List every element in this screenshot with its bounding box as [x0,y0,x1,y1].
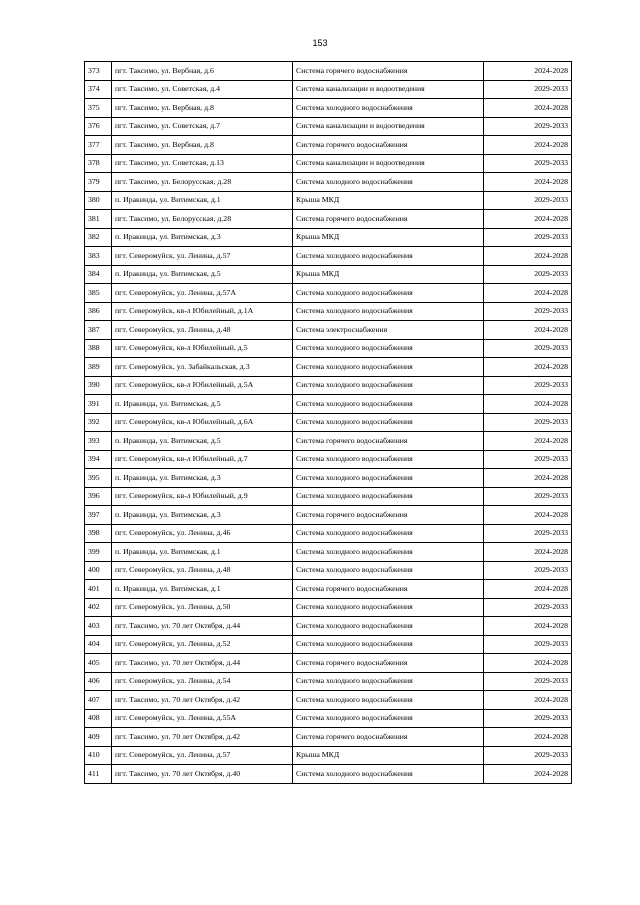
table-row [85,117,572,136]
row-number: 410 [85,746,112,765]
table-row [85,339,572,358]
address-cell: пгт. Северомуйск, ул. Ленина, д.55А [112,709,293,728]
period-cell: 2029-2033 [484,339,572,358]
address-cell: пгт. Северомуйск, ул. Ленина, д.48 [112,321,293,340]
address-cell: пгт. Северомуйск, кв-л Юбилейный, д.9 [112,487,293,506]
system-cell: Система холодного водоснабжения [293,672,484,691]
table-row [85,617,572,636]
address-cell: пгт. Таксимо, ул. Вербная, д.6 [112,62,293,81]
address-cell: пгт. Северомуйск, ул. Ленина, д.57 [112,247,293,266]
system-cell: Система канализации и водоотведения [293,154,484,173]
system-cell: Система горячего водоснабжения [293,432,484,451]
address-cell: п. Иракинда, ул. Витимская, д.5 [112,265,293,284]
row-number: 411 [85,765,112,784]
system-cell: Система холодного водоснабжения [293,376,484,395]
table-row [85,136,572,155]
system-cell: Система холодного водоснабжения [293,302,484,321]
address-cell: пгт. Северомуйск, ул. Ленина, д.50 [112,598,293,617]
row-number: 390 [85,376,112,395]
address-cell: пгт. Таксимо, ул. 70 лет Октября, д.42 [112,691,293,710]
address-cell: пгт. Северомуйск, ул. Ленина, д.57А [112,284,293,303]
system-cell: Система холодного водоснабжения [293,543,484,562]
period-cell: 2024-2028 [484,691,572,710]
row-number: 385 [85,284,112,303]
period-cell: 2024-2028 [484,321,572,340]
row-number: 406 [85,672,112,691]
table-row [85,321,572,340]
row-number: 395 [85,469,112,488]
period-cell: 2029-2033 [484,80,572,99]
period-cell: 2024-2028 [484,728,572,747]
row-number: 396 [85,487,112,506]
address-cell: пгт. Северомуйск, кв-л Юбилейный, д.7 [112,450,293,469]
period-cell: 2024-2028 [484,432,572,451]
system-cell: Система холодного водоснабжения [293,691,484,710]
table-row [85,561,572,580]
period-cell: 2029-2033 [484,561,572,580]
row-number: 391 [85,395,112,414]
system-cell: Система холодного водоснабжения [293,173,484,192]
system-cell: Система холодного водоснабжения [293,469,484,488]
system-cell: Система горячего водоснабжения [293,728,484,747]
period-cell: 2029-2033 [484,265,572,284]
table-row [85,228,572,247]
address-cell: пгт. Таксимо, ул. Белорусская, д.28 [112,210,293,229]
period-cell: 2029-2033 [484,524,572,543]
table-row [85,247,572,266]
table-row [85,765,572,784]
table-row [85,709,572,728]
period-cell: 2029-2033 [484,413,572,432]
row-number: 402 [85,598,112,617]
row-number: 407 [85,691,112,710]
table-row [85,432,572,451]
address-cell: пгт. Таксимо, ул. 70 лет Октября, д.40 [112,765,293,784]
system-cell: Система холодного водоснабжения [293,524,484,543]
address-cell: пгт. Северомуйск, ул. Забайкальская, д.3 [112,358,293,377]
address-cell: пгт. Таксимо, ул. 70 лет Октября, д.44 [112,617,293,636]
address-cell: п. Иракинда, ул. Витимская, д.5 [112,432,293,451]
row-number: 394 [85,450,112,469]
address-cell: пгт. Северомуйск, кв-л Юбилейный, д.5А [112,376,293,395]
table-row [85,62,572,81]
row-number: 392 [85,413,112,432]
row-number: 399 [85,543,112,562]
system-cell: Система холодного водоснабжения [293,765,484,784]
address-cell: пгт. Северомуйск, ул. Ленина, д.52 [112,635,293,654]
table-row [85,487,572,506]
period-cell: 2029-2033 [484,228,572,247]
row-number: 375 [85,99,112,118]
system-cell: Система холодного водоснабжения [293,635,484,654]
period-cell: 2029-2033 [484,191,572,210]
period-cell: 2029-2033 [484,598,572,617]
address-cell: п. Иракинда, ул. Витимская, д.3 [112,506,293,525]
address-cell: пгт. Таксимо, ул. Советская, д.7 [112,117,293,136]
table-row [85,358,572,377]
period-cell: 2029-2033 [484,746,572,765]
row-number: 408 [85,709,112,728]
table-row [85,191,572,210]
table-row [85,302,572,321]
row-number: 401 [85,580,112,599]
system-cell: Крыша МКД [293,191,484,210]
period-cell: 2029-2033 [484,635,572,654]
table-row [85,728,572,747]
table-row [85,598,572,617]
period-cell: 2029-2033 [484,154,572,173]
period-cell: 2024-2028 [484,358,572,377]
system-cell: Система холодного водоснабжения [293,358,484,377]
address-cell: п. Иракинда, ул. Витимская, д.3 [112,228,293,247]
system-cell: Система горячего водоснабжения [293,210,484,229]
row-number: 373 [85,62,112,81]
period-cell: 2029-2033 [484,672,572,691]
system-cell: Система холодного водоснабжения [293,413,484,432]
period-cell: 2029-2033 [484,302,572,321]
period-cell: 2024-2028 [484,617,572,636]
address-cell: пгт. Северомуйск, ул. Ленина, д.54 [112,672,293,691]
table-row [85,524,572,543]
table-row [85,506,572,525]
row-number: 409 [85,728,112,747]
address-cell: пгт. Таксимо, ул. Белорусская, д.28 [112,173,293,192]
row-number: 383 [85,247,112,266]
period-cell: 2024-2028 [484,469,572,488]
table-row [85,543,572,562]
system-cell: Система холодного водоснабжения [293,284,484,303]
system-cell: Система холодного водоснабжения [293,598,484,617]
row-number: 388 [85,339,112,358]
row-number: 379 [85,173,112,192]
address-cell: пгт. Таксимо, ул. Вербная, д.8 [112,99,293,118]
period-cell: 2024-2028 [484,173,572,192]
period-cell: 2024-2028 [484,247,572,266]
period-cell: 2024-2028 [484,62,572,81]
table-row [85,413,572,432]
table-row [85,173,572,192]
period-cell: 2024-2028 [484,395,572,414]
system-cell: Система холодного водоснабжения [293,487,484,506]
period-cell: 2024-2028 [484,136,572,155]
system-cell: Система холодного водоснабжения [293,247,484,266]
period-cell: 2024-2028 [484,284,572,303]
address-cell: пгт. Таксимо, ул. 70 лет Октября, д.44 [112,654,293,673]
system-cell: Система холодного водоснабжения [293,450,484,469]
repair-schedule-table [84,61,572,784]
period-cell: 2029-2033 [484,117,572,136]
row-number: 374 [85,80,112,99]
row-number: 376 [85,117,112,136]
table-row [85,265,572,284]
period-cell: 2024-2028 [484,654,572,673]
period-cell: 2024-2028 [484,580,572,599]
row-number: 384 [85,265,112,284]
row-number: 380 [85,191,112,210]
system-cell: Система горячего водоснабжения [293,62,484,81]
system-cell: Система холодного водоснабжения [293,99,484,118]
system-cell: Система электроснабжения [293,321,484,340]
row-number: 386 [85,302,112,321]
system-cell: Крыша МКД [293,265,484,284]
row-number: 381 [85,210,112,229]
row-number: 389 [85,358,112,377]
address-cell: пгт. Таксимо, ул. Советская, д.13 [112,154,293,173]
period-cell: 2024-2028 [484,99,572,118]
period-cell: 2024-2028 [484,543,572,562]
address-cell: п. Иракинда, ул. Витимская, д.1 [112,580,293,599]
address-cell: пгт. Северомуйск, ул. Ленина, д.48 [112,561,293,580]
period-cell: 2029-2033 [484,450,572,469]
address-cell: п. Иракинда, ул. Витимская, д.3 [112,469,293,488]
table-body [85,62,572,784]
address-cell: пгт. Северомуйск, кв-л Юбилейный, д.5 [112,339,293,358]
system-cell: Система горячего водоснабжения [293,654,484,673]
system-cell: Система холодного водоснабжения [293,339,484,358]
address-cell: пгт. Таксимо, ул. Советская, д.4 [112,80,293,99]
period-cell: 2024-2028 [484,506,572,525]
system-cell: Система канализации и водоотведения [293,80,484,99]
row-number: 382 [85,228,112,247]
row-number: 405 [85,654,112,673]
address-cell: пгт. Таксимо, ул. Вербная, д.8 [112,136,293,155]
system-cell: Система горячего водоснабжения [293,580,484,599]
row-number: 387 [85,321,112,340]
address-cell: п. Иракинда, ул. Витимская, д.1 [112,191,293,210]
table-row [85,395,572,414]
period-cell: 2024-2028 [484,765,572,784]
table-row [85,210,572,229]
row-number: 393 [85,432,112,451]
period-cell: 2029-2033 [484,376,572,395]
system-cell: Крыша МКД [293,746,484,765]
table-row [85,450,572,469]
address-cell: пгт. Северомуйск, кв-л Юбилейный, д.1А [112,302,293,321]
table-row [85,469,572,488]
system-cell: Система горячего водоснабжения [293,136,484,155]
system-cell: Крыша МКД [293,228,484,247]
table-row [85,580,572,599]
row-number: 398 [85,524,112,543]
system-cell: Система холодного водоснабжения [293,395,484,414]
row-number: 397 [85,506,112,525]
table-row [85,654,572,673]
system-cell: Система канализации и водоотведения [293,117,484,136]
row-number: 404 [85,635,112,654]
address-cell: п. Иракинда, ул. Витимская, д.1 [112,543,293,562]
table-row [85,746,572,765]
address-cell: пгт. Северомуйск, ул. Ленина, д.46 [112,524,293,543]
system-cell: Система холодного водоснабжения [293,709,484,728]
table-row [85,691,572,710]
table-row [85,284,572,303]
table-row [85,154,572,173]
system-cell: Система холодного водоснабжения [293,561,484,580]
address-cell: пгт. Таксимо, ул. 70 лет Октября, д.42 [112,728,293,747]
address-cell: п. Иракинда, ул. Витимская, д.5 [112,395,293,414]
period-cell: 2029-2033 [484,709,572,728]
row-number: 378 [85,154,112,173]
row-number: 377 [85,136,112,155]
system-cell: Система холодного водоснабжения [293,617,484,636]
period-cell: 2024-2028 [484,210,572,229]
table-row [85,99,572,118]
table-row [85,80,572,99]
page-number: 153 [312,38,328,48]
table-row [85,635,572,654]
row-number: 403 [85,617,112,636]
row-number: 400 [85,561,112,580]
table-row [85,376,572,395]
system-cell: Система горячего водоснабжения [293,506,484,525]
period-cell: 2029-2033 [484,487,572,506]
table-row [85,672,572,691]
address-cell: пгт. Северомуйск, ул. Ленина, д.57 [112,746,293,765]
address-cell: пгт. Северомуйск, кв-л Юбилейный, д.6А [112,413,293,432]
